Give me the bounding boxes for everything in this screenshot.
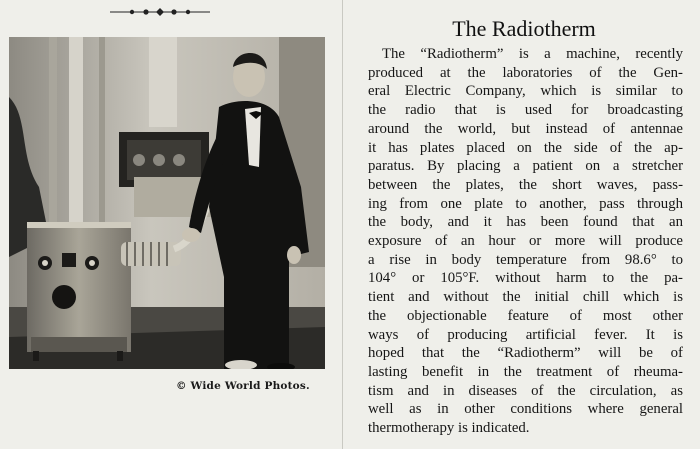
body-line: produced at the laboratories of the Gen- — [368, 64, 683, 81]
body-line: The “Radiotherm” is a machine, recently — [382, 46, 683, 62]
body-line: eral Electric Company, which is similar to — [368, 83, 683, 100]
photo-credit: © Wide World Photos. — [176, 380, 310, 392]
radiotherm-photograph — [9, 37, 325, 369]
body-line: the body, and it has been found that an — [368, 214, 683, 231]
body-line: the objectionable feature of most other — [368, 307, 683, 324]
body-line: ways of producing artificial fever. It is — [368, 326, 683, 343]
body-line: exposure of an hour or more will produce — [368, 233, 683, 250]
body-line: 104° or 105°F. without harm to the pa- — [368, 270, 683, 287]
body-line: around the world, but instead of antennae — [368, 120, 683, 137]
body-line: lasting benefit in the treatment of rheuma- — [368, 363, 683, 380]
column-divider — [342, 0, 343, 449]
article-body — [368, 45, 683, 438]
body-line: well as in other conditions where general — [368, 401, 683, 418]
body-line: tient and without the initial chill which is — [368, 289, 683, 306]
body-line: tism and in diseases of the circulation, as — [368, 382, 683, 399]
ornament-divider — [110, 7, 210, 17]
body-line: between the plates, the short waves, pass- — [368, 176, 683, 193]
body-line: the radio that is used for broadcasting — [368, 102, 683, 119]
body-line: ing from one plate to another, pass through — [368, 195, 683, 212]
body-line: it has plates placed on the side of the ap- — [368, 139, 683, 156]
body-line: hoped that the “Radiotherm” will be of — [368, 345, 683, 362]
article-title: The Radiotherm — [452, 16, 596, 41]
body-line: thermotherapy is indicated. — [368, 420, 530, 437]
body-line: a rise in body temperature from 98.6° to — [368, 251, 683, 268]
body-line: paratus. By placing a patient on a stretcher — [368, 158, 683, 175]
